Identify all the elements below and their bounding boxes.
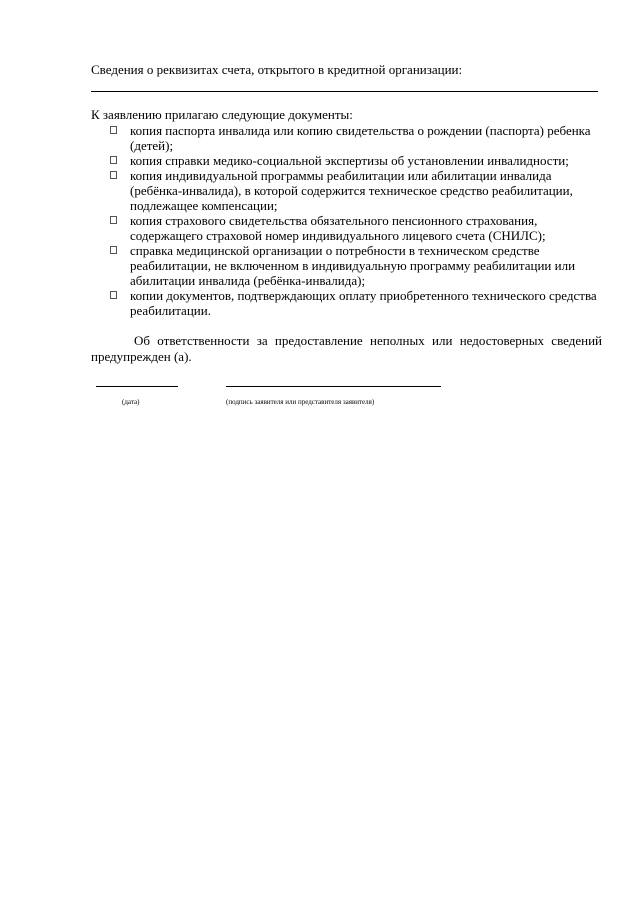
list-item — [110, 168, 605, 213]
list-item-text: копия страхового свидетельства обязательного пенсионного страхования, содержащего страховой номер индивидуального лицевого счета (СНИЛС); — [130, 213, 546, 243]
documents-intro: К заявлению прилагаю следующие документы: — [91, 107, 353, 122]
responsibility-statement: Об ответственности за предоставление неполных или недостоверных сведений предупрежден (а). — [91, 333, 602, 364]
documents-list — [110, 123, 605, 318]
date-caption: (дата) — [122, 398, 140, 406]
checkbox-bullet-icon — [110, 171, 117, 179]
list-item-text: справка медицинской организации о потребности в техническом средстве реабилитации, не включенном в индивидуальную программу реабилитации или абилитации инвалида (ребёнка-инвалида); — [130, 243, 576, 288]
list-item — [110, 243, 605, 288]
list-item — [110, 213, 605, 243]
checkbox-bullet-icon — [110, 126, 117, 134]
applicant-signature-line — [226, 386, 441, 387]
list-item-text: копии документов, подтверждающих оплату приобретенного технического средства реабилитации. — [130, 288, 597, 318]
list-item — [110, 123, 605, 153]
list-item — [110, 288, 605, 318]
checkbox-bullet-icon — [110, 291, 117, 299]
signature-caption: (подпись заявителя или представителя заявителя) — [226, 398, 375, 406]
date-signature-line — [96, 386, 178, 387]
list-item — [110, 153, 605, 168]
list-item-text: копия индивидуальной программы реабилитации или абилитации инвалида (ребёнка-инвалида), в которой содержится техническое средство реабилитации, подлежащее компенсации; — [130, 168, 573, 213]
account-details-line — [91, 91, 598, 92]
checkbox-bullet-icon — [110, 156, 117, 164]
list-item-text: копия паспорта инвалида или копию свидетельства о рождении (паспорта) ребенка (детей); — [130, 123, 591, 153]
checkbox-bullet-icon — [110, 216, 117, 224]
list-item-text: копия справки медико-социальной экспертизы об установлении инвалидности; — [130, 153, 569, 168]
account-details-label: Сведения о реквизитах счета, открытого в кредитной организации: — [91, 62, 463, 77]
checkbox-bullet-icon — [110, 246, 117, 254]
